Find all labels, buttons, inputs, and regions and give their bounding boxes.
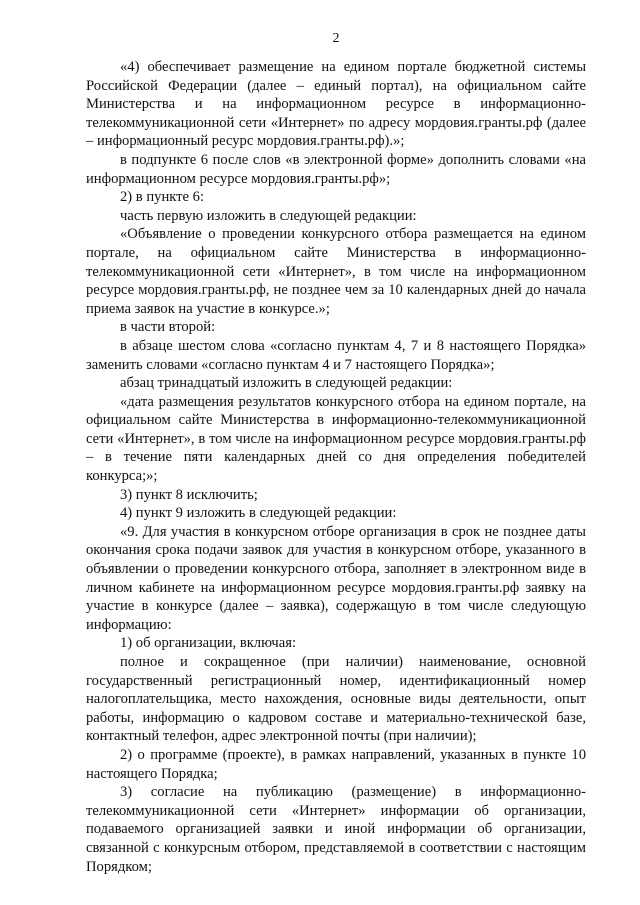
paragraph-10: 3) пункт 8 исключить;: [120, 486, 258, 503]
paragraph-3: 2) в пункте 6:: [120, 189, 205, 206]
paragraph-13: 1) об организации, включая:: [120, 635, 297, 652]
paragraph-9: «дата размещения результатов конкурсного отбора на едином портале, на официальном сайте Министерства в информационно-телекоммуникационной сети «Интернет», в том числе на информационном ресурсе мордовия.гранты.рф – в течение пяти календарных дней со дня определения победителей конкурса;»;: [86, 393, 586, 485]
paragraph-1: «4) обеспечивает размещение на едином портале бюджетной системы Российской Федерации (далее – единый портал), на официальном сайте Министерства и на информационном ресурсе в информационно-телекоммуникационной сети «Интернет» по адресу мордовия.гранты.рф (далее – информационный ресурс мордовия.гранты.рф).»;: [86, 59, 586, 150]
paragraph-8: абзац тринадцатый изложить в следующей редакции:: [120, 375, 453, 392]
document-page: [86, 31, 586, 876]
paragraph-14: полное и сокращенное (при наличии) наименование, основной государственный регистрационный номер, идентификационный номер налогоплательщика, место нахождения, основные виды деятельности, опыт работы, информацию о кадровом составе и материально-технической базе, контактный телефон, адрес электронной почты (при наличии);: [86, 654, 586, 745]
paragraph-16: 3) согласие на публикацию (размещение) в информационно-телекоммуникационной сети «Интернет» информации об организации, подаваемого организацией заявки и иной информации об организации, связанной с конкурсным отбором, представляемой в соответствии с настоящим Порядком;: [86, 784, 586, 875]
paragraph-5: «Объявление о проведении конкурсного отбора размещается на едином портале, на официальном сайте Министерства в информационно-телекоммуникационной сети «Интернет», в том числе на информационном ресурсе мордовия.гранты.рф, не позднее чем за 10 календарных дней до начала приема заявок на участие в конкурсе.»;: [86, 226, 586, 317]
paragraph-6: в части второй:: [120, 319, 216, 336]
paragraph-2: в подпункте 6 после слов «в электронной форме» дополнить словами «на информационном ресурсе мордовия.гранты.рф»;: [86, 151, 586, 187]
paragraph-12: «9. Для участия в конкурсном отборе организация в срок не позднее даты окончания срока подачи заявок для участия в конкурсном отборе, указанного в объявлении о проведении конкурсного отбора, заполняет в электронном виде в личном кабинете на информационном ресурсе мордовия.гранты.рф заявку на участие в конкурсе (далее – заявка), содержащую в том числе следующую информацию:: [86, 523, 586, 633]
paragraph-4: часть первую изложить в следующей редакции:: [120, 207, 417, 224]
paragraph-7: в абзаце шестом слова «согласно пунктам 4, 7 и 8 настоящего Порядка» заменить словами «согласно пунктам 4 и 7 настоящего Порядка»;: [86, 337, 586, 373]
paragraph-15: 2) о программе (проекте), в рамках направлений, указанных в пункте 10 настоящего Порядка;: [86, 746, 586, 782]
page-number: 2: [332, 31, 340, 46]
paragraph-11: 4) пункт 9 изложить в следующей редакции:: [120, 505, 397, 522]
